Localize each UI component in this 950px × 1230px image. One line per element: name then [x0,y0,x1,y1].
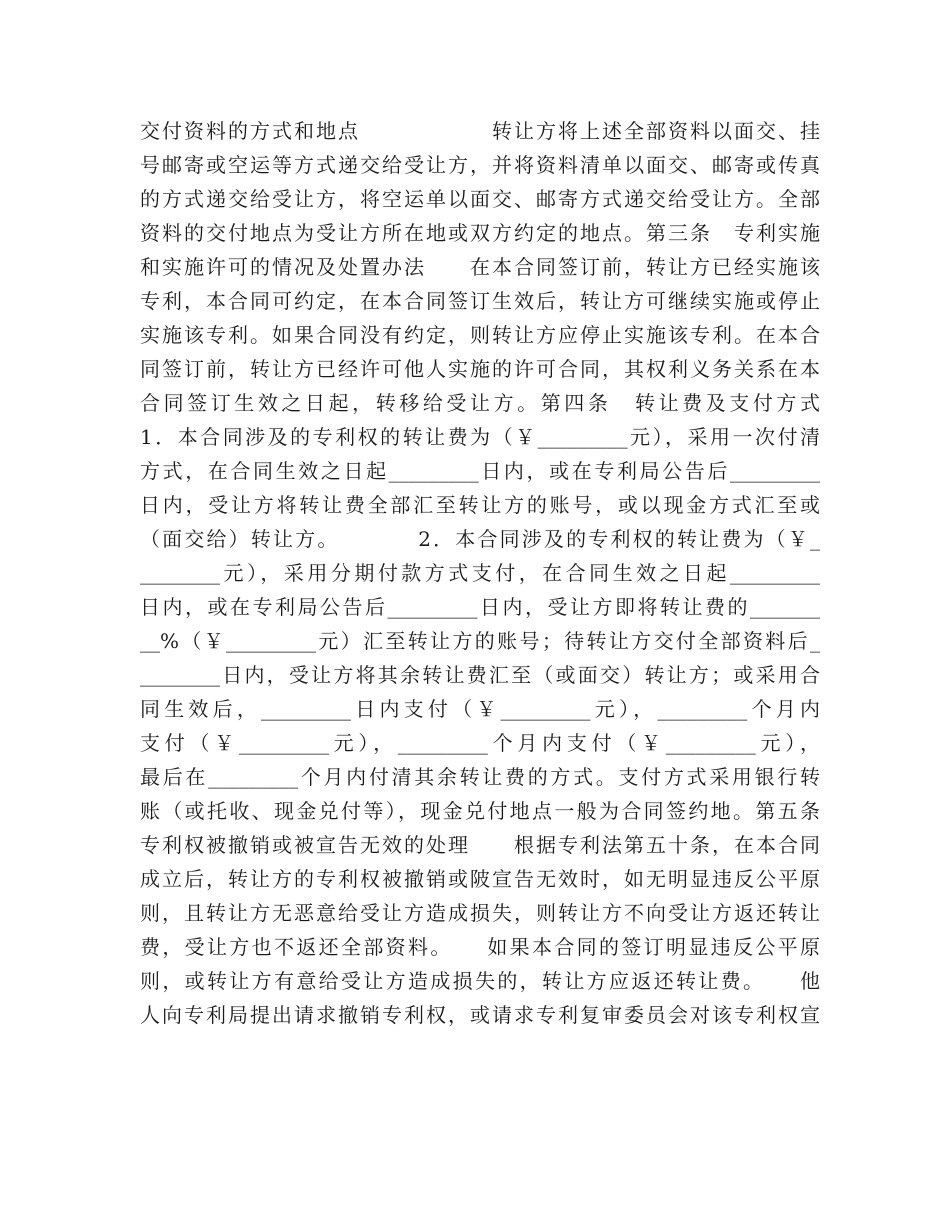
text-line: 号邮寄或空运等方式递交给受让方，并将资料清单以面交、邮寄或传真 [140,153,820,177]
text-line: 方式，在合同生效之日起_________日内，或在专利局公告后_________ [140,459,820,483]
text-line: __%（￥_________元）汇至转让方的账号；待转让方交付全部资料后_ [140,629,820,653]
text-line: 成立后，转让方的专利权被撤销或陂宣告无效时，如无明显违反公平原 [140,867,820,891]
text-line: 同签订前，转让方已经许可他人实施的许可合同，其权利义务关系在本 [140,357,820,381]
text-line: 实施该专利。如果合同没有约定，则转让方应停止实施该专利。在本合 [140,323,820,347]
text-line: 1．本合同涉及的专利权的转让费为（￥_________元），采用一次付清 [140,425,820,449]
text-line: 账（或托收、现金兑付等），现金兑付地点一般为合同签约地。第五条 [140,799,820,823]
text-line: 专利权被撤销或被宣告无效的处理 根据专利法第五十条，在本合同 [140,833,820,857]
text-line: ________元），采用分期付款方式支付，在合同生效之日起_________ [140,561,820,585]
text-line: 专利，本合同可约定，在本合同签订生效后，转让方可继续实施或停止 [140,289,820,313]
text-line: 合同签订生效之日起，转移给受让方。第四条 转让费及支付方式 [140,391,820,415]
text-line: 同生效后，_________日内支付（￥_________元），_________个月内 [140,697,820,721]
text-line: （面交给）转让方。 2．本合同涉及的专利权的转让费为（￥_ [140,527,820,551]
text-line: 支付（￥_________元），_________个月内支付（￥_________元）， [140,731,820,755]
text-line: 则，且转让方无恶意给受让方造成损失，则转让方不向受让方返还转让 [140,901,820,925]
contract-body-text [140,114,820,1032]
text-line: 费，受让方也不返还全部资料。 如果本合同的签订明显违反公平原 [140,935,820,959]
text-line: 和实施许可的情况及处置办法 在本合同签订前，转让方已经实施该 [140,255,820,279]
text-line: 最后在_________个月内付清其余转让费的方式。支付方式采用银行转 [140,765,820,789]
text-line: 人向专利局提出请求撤销专利权，或请求专利复审委员会对该专利权宣 [140,1003,820,1027]
text-line: 日内，或在专利局公告后_________日内，受让方即将转让费的_______ [140,595,820,619]
text-line: 资料的交付地点为受让方所在地或双方约定的地点。第三条 专利实施 [140,221,820,245]
text-line: 交付资料的方式和地点 转让方将上述全部资料以面交、挂 [140,119,820,143]
text-line: ________日内，受让方将其余转让费汇至（或面交）转让方；或采用合 [140,663,820,687]
text-line: 日内，受让方将转让费全部汇至转让方的账号，或以现金方式汇至或 [140,493,820,517]
text-line: 的方式递交给受让方，将空运单以面交、邮寄方式递交给受让方。全部 [140,187,820,211]
text-line: 则，或转让方有意给受让方造成损失的，转让方应返还转让费。 他 [140,969,820,993]
